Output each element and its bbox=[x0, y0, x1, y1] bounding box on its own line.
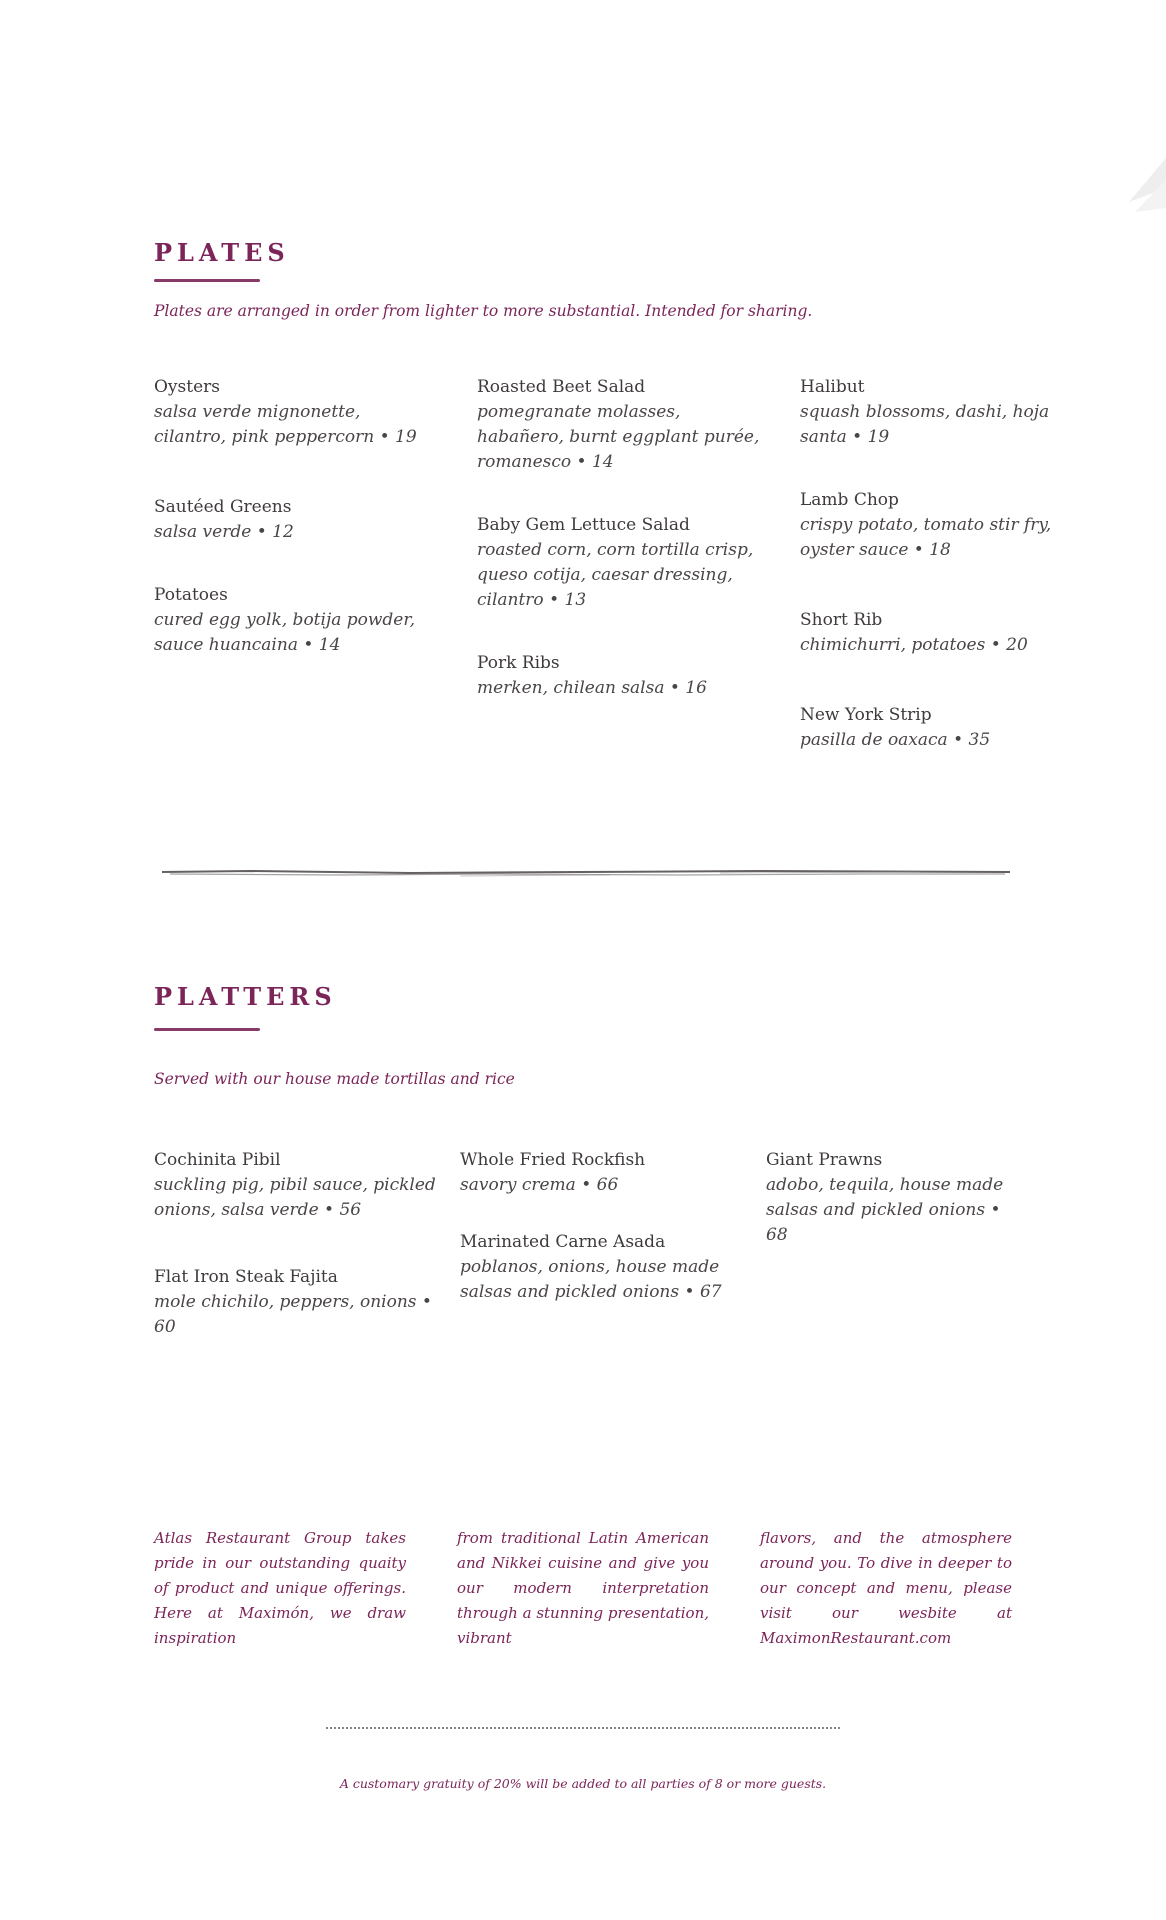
item-name: Cochinita Pibil bbox=[154, 1150, 281, 1170]
gratuity-notice: A customary gratuity of 20% will be added to all parties of 8 or more guests. bbox=[339, 1776, 827, 1791]
menu-item-roasted-beet-salad bbox=[477, 375, 767, 475]
item-description: roasted corn, corn tortilla crisp, queso cotija, caesar dressing, cilantro • 13 bbox=[477, 540, 754, 610]
platters-column-1 bbox=[154, 1148, 444, 1340]
plates-column-2 bbox=[477, 375, 767, 701]
item-name: Pork Ribs bbox=[477, 653, 560, 673]
item-description: salsa verde mignonette, cilantro, pink peppercorn • 19 bbox=[154, 402, 417, 447]
item-name: Lamb Chop bbox=[800, 490, 899, 510]
item-name: Baby Gem Lettuce Salad bbox=[477, 515, 690, 535]
menu-item-lamb-chop bbox=[800, 488, 1062, 563]
item-description: squash blossoms, dashi, hoja santa • 19 bbox=[800, 402, 1050, 447]
item-name: New York Strip bbox=[800, 705, 932, 725]
plates-column-1 bbox=[154, 375, 434, 658]
plates-intro: Plates are arranged in order from lighter to more substantial. Intended for sharing. bbox=[154, 302, 813, 320]
menu-item-marinated-carne-asada bbox=[460, 1230, 740, 1305]
menu-item-new-york-strip bbox=[800, 703, 1062, 753]
menu-item-oysters bbox=[154, 375, 434, 450]
item-description: cured egg yolk, botija powder, sauce huancaina • 14 bbox=[154, 610, 416, 655]
platters-title: PLATTERS bbox=[154, 982, 337, 1011]
item-name: Whole Fried Rockfish bbox=[460, 1150, 646, 1170]
menu-item-baby-gem-lettuce-salad bbox=[477, 513, 767, 613]
platters-column-3 bbox=[766, 1148, 1026, 1248]
item-name: Sautéed Greens bbox=[154, 497, 292, 517]
brush-stroke-divider bbox=[160, 866, 1012, 880]
item-name: Potatoes bbox=[154, 585, 228, 605]
about-text-column-3: flavors, and the atmosphere around you. To dive in deeper to our concept and menu, please visit our wesbite at MaximonRestaurant.com bbox=[760, 1529, 1012, 1647]
item-description: crispy potato, tomato stir fry, oyster sauce • 18 bbox=[800, 515, 1052, 560]
item-description: savory crema • 66 bbox=[460, 1175, 619, 1195]
menu-item-sauteed-greens bbox=[154, 495, 434, 545]
item-description: mole chichilo, peppers, onions • 60 bbox=[154, 1292, 432, 1337]
menu-item-short-rib bbox=[800, 608, 1062, 658]
decorative-leaf-icon bbox=[1121, 150, 1166, 220]
item-description: suckling pig, pibil sauce, pickled onions, salsa verde • 56 bbox=[154, 1175, 436, 1220]
plates-title: PLATES bbox=[154, 238, 290, 267]
platters-title-underline bbox=[154, 1028, 260, 1031]
platters-column-2 bbox=[460, 1148, 740, 1305]
menu-item-potatoes bbox=[154, 583, 434, 658]
item-name: Oysters bbox=[154, 377, 221, 397]
dotted-divider bbox=[326, 1727, 840, 1729]
item-name: Flat Iron Steak Fajita bbox=[154, 1267, 338, 1287]
menu-item-whole-fried-rockfish bbox=[460, 1148, 740, 1198]
item-description: poblanos, onions, house made salsas and pickled onions • 67 bbox=[460, 1257, 722, 1302]
item-name: Short Rib bbox=[800, 610, 883, 630]
item-description: chimichurri, potatoes • 20 bbox=[800, 635, 1028, 655]
menu-item-flat-iron-steak-fajita bbox=[154, 1265, 444, 1340]
item-description: adobo, tequila, house made salsas and pickled onions • 68 bbox=[766, 1175, 1004, 1245]
menu-item-giant-prawns bbox=[766, 1148, 1026, 1248]
menu-item-cochinita-pibil bbox=[154, 1148, 444, 1223]
menu-item-pork-ribs bbox=[477, 651, 767, 701]
item-description: merken, chilean salsa • 16 bbox=[477, 678, 707, 698]
item-name: Marinated Carne Asada bbox=[460, 1232, 666, 1252]
item-name: Giant Prawns bbox=[766, 1150, 883, 1170]
item-description: salsa verde • 12 bbox=[154, 522, 294, 542]
plates-column-3 bbox=[800, 375, 1062, 753]
menu-item-halibut bbox=[800, 375, 1062, 450]
about-text-column-1: Atlas Restaurant Group takes pride in our outstanding quaity of product and unique offerings. Here at Maximón, we draw inspiration bbox=[154, 1529, 406, 1647]
about-text-column-2: from traditional Latin American and Nikkei cuisine and give you our modern interpretation through a stunning presentation, vibrant bbox=[457, 1529, 709, 1647]
platters-intro: Served with our house made tortillas and rice bbox=[154, 1070, 515, 1088]
item-description: pasilla de oaxaca • 35 bbox=[800, 730, 991, 750]
item-name: Roasted Beet Salad bbox=[477, 377, 646, 397]
item-description: pomegranate molasses, habañero, burnt eggplant purée, romanesco • 14 bbox=[477, 402, 760, 472]
plates-title-underline bbox=[154, 279, 260, 282]
item-name: Halibut bbox=[800, 377, 865, 397]
